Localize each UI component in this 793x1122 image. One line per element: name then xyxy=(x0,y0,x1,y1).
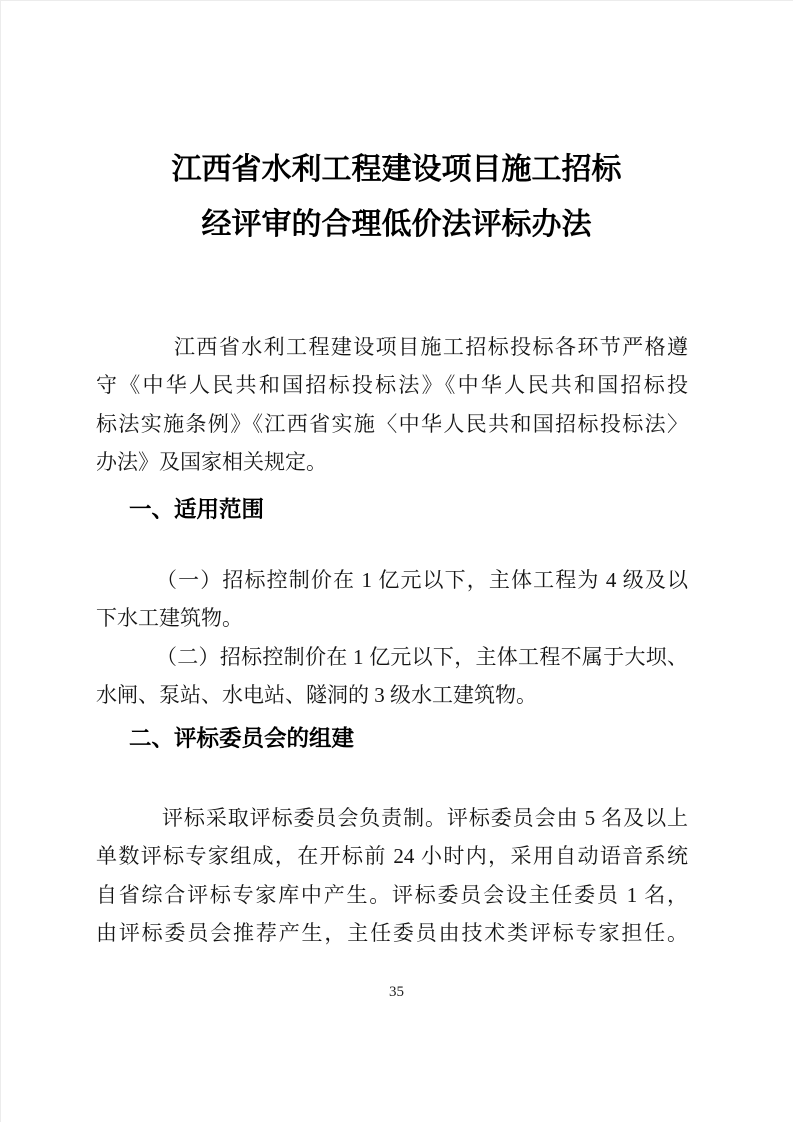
intro-line: 江西省水利工程建设项目施工招标投标各环节严格遵 xyxy=(174,335,688,359)
committee-line: 单数评标专家组成，在开标前 24 小时内，采用自动语音系统 xyxy=(96,844,688,869)
document-title xyxy=(0,142,793,252)
committee-paragraph xyxy=(96,799,688,953)
scope-items xyxy=(96,561,688,715)
intro-line: 守《中华人民共和国招标投标法》《中华人民共和国招标投 xyxy=(96,373,688,398)
committee-line: 自省综合评标专家库中产生。评标委员会设主任委员 1 名， xyxy=(96,882,688,907)
scope-item-1-line: （一）招标控制价在 1 亿元以下，主体工程为 4 级及以 xyxy=(156,568,688,592)
scope-item-2-line: （二）招标控制价在 1 亿元以下，主体工程不属于大坝、 xyxy=(156,644,688,669)
scope-item-2-line: 水闸、泵站、水电站、隧洞的 3 级水工建筑物。 xyxy=(96,683,537,708)
intro-line: 标法实施条例》《江西省实施〈中华人民共和国招标投标法〉 xyxy=(96,411,688,436)
intro-line: 办法》及国家相关规定。 xyxy=(96,450,327,475)
page-number: 35 xyxy=(389,984,404,1000)
committee-line: 由评标委员会推荐产生，主任委员由技术类评标专家担任。 xyxy=(96,921,688,946)
section-2-heading: 二、评标委员会的组建 xyxy=(129,726,355,751)
intro-paragraph xyxy=(96,328,688,482)
scope-item-1-line: 下水工建筑物。 xyxy=(96,606,243,631)
section-1-heading: 一、适用范围 xyxy=(129,497,265,522)
document-title-line-1: 江西省水利工程建设项目施工招标 xyxy=(171,153,622,186)
committee-line: 评标采取评标委员会负责制。评标委员会由 5 名及以上 xyxy=(162,806,688,830)
document-title-line-2: 经评审的合理低价法评标办法 xyxy=(201,208,592,241)
